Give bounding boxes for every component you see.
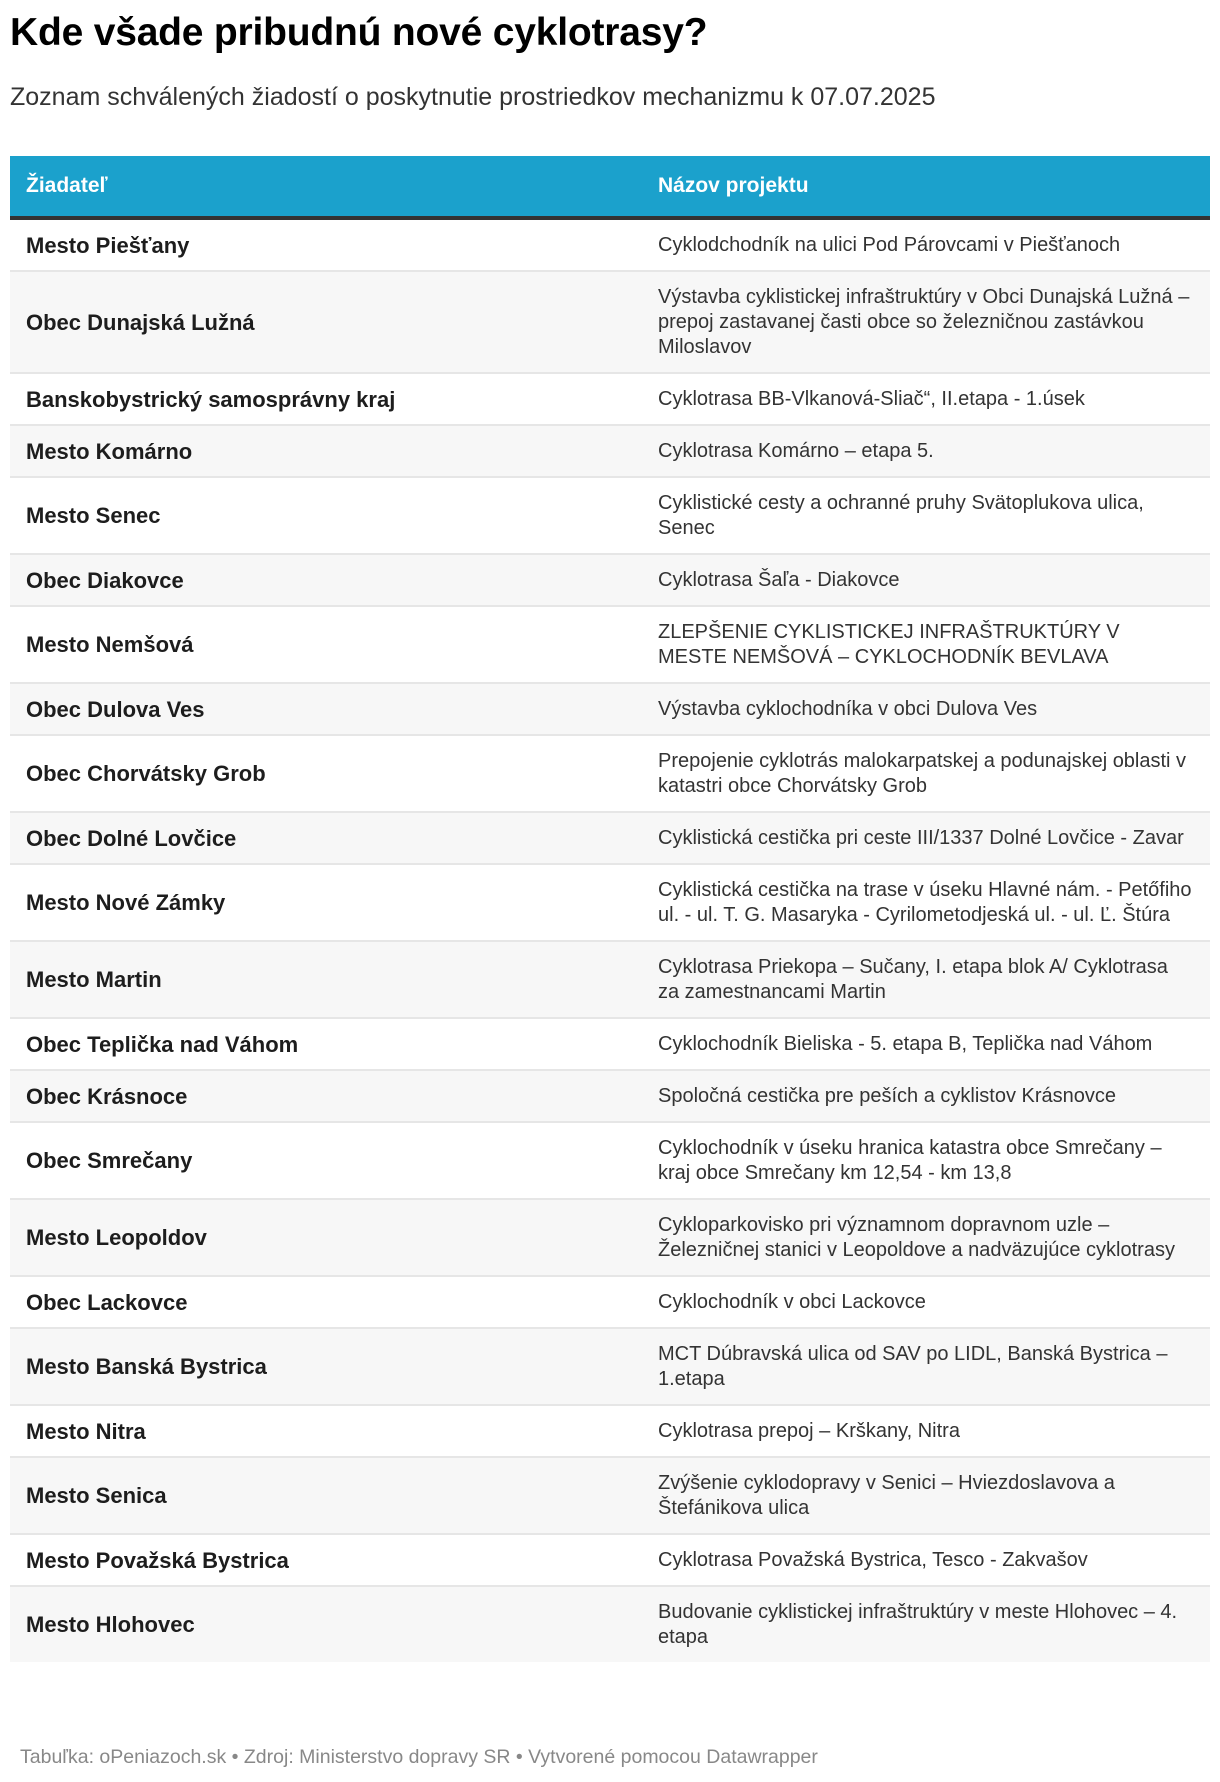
- page-title: Kde všade pribudnú nové cyklotrasy?: [10, 11, 708, 54]
- applicant-cell: Mesto Komárno: [10, 425, 642, 477]
- applicant-cell: Mesto Leopoldov: [10, 1199, 642, 1276]
- project-name-cell: Cyklotrasa prepoj – Krškany, Nitra: [642, 1405, 1210, 1457]
- table-row: [10, 1018, 1210, 1070]
- table-row: [10, 1199, 1210, 1276]
- applicant-cell: Mesto Nitra: [10, 1405, 642, 1457]
- table-row: [10, 554, 1210, 606]
- table-row: [10, 1457, 1210, 1534]
- applicant-cell: Obec Diakovce: [10, 554, 642, 606]
- applications-table: [10, 156, 1210, 1662]
- applicant-cell: Obec Teplička nad Váhom: [10, 1018, 642, 1070]
- project-name-cell: Cyklochodník v úseku hranica katastra obce Smrečany – kraj obce Smrečany km 12,54 - km 13,8: [642, 1122, 1210, 1199]
- applicant-cell: Mesto Martin: [10, 941, 642, 1018]
- applicant-cell: Mesto Nové Zámky: [10, 864, 642, 941]
- table-row: [10, 683, 1210, 735]
- table-row: [10, 735, 1210, 812]
- project-name-cell: Cyklotrasa Považská Bystrica, Tesco - Zakvašov: [642, 1534, 1210, 1586]
- project-name-cell: ZLEPŠENIE CYKLISTICKEJ INFRAŠTRUKTÚRY V MESTE NEMŠOVÁ – CYKLOCHODNÍK BEVLAVA: [642, 606, 1210, 683]
- applicant-cell: Mesto Považská Bystrica: [10, 1534, 642, 1586]
- applicant-cell: Mesto Senica: [10, 1457, 642, 1534]
- applicant-cell: Obec Chorvátsky Grob: [10, 735, 642, 812]
- table-row: [10, 373, 1210, 425]
- table-row: [10, 941, 1210, 1018]
- project-name-cell: Spoločná cestička pre peších a cyklistov Krásnovce: [642, 1070, 1210, 1122]
- table-header-row: [10, 156, 1210, 218]
- table-row: [10, 1534, 1210, 1586]
- applicant-cell: Banskobystrický samosprávny kraj: [10, 373, 642, 425]
- table-header: [10, 156, 1210, 218]
- project-name-cell: Cykloparkovisko pri významnom dopravnom uzle – Železničnej stanici v Leopoldove a nadväzujúce cyklotrasy: [642, 1199, 1210, 1276]
- table-row: [10, 606, 1210, 683]
- applicant-cell: Obec Dulova Ves: [10, 683, 642, 735]
- table-row: [10, 864, 1210, 941]
- project-name-cell: Budovanie cyklistickej infraštruktúry v meste Hlohovec – 4. etapa: [642, 1586, 1210, 1662]
- project-name-cell: Cyklistické cesty a ochranné pruhy Svätoplukova ulica, Senec: [642, 477, 1210, 554]
- table-row: [10, 1405, 1210, 1457]
- applicant-cell: Obec Krásnoce: [10, 1070, 642, 1122]
- applicant-cell: Mesto Piešťany: [10, 218, 642, 271]
- table-row: [10, 218, 1210, 271]
- page-subtitle: Zoznam schválených žiadostí o poskytnutie prostriedkov mechanizmu k 07.07.2025: [10, 83, 936, 111]
- project-name-cell: Prepojenie cyklotrás malokarpatskej a podunajskej oblasti v katastri obce Chorvátsky Grob: [642, 735, 1210, 812]
- applicant-cell: Mesto Banská Bystrica: [10, 1328, 642, 1405]
- project-name-cell: Cyklotrasa Priekopa – Sučany, I. etapa blok A/ Cyklotrasa za zamestnancami Martin: [642, 941, 1210, 1018]
- table-row: [10, 477, 1210, 554]
- project-name-cell: Cyklistická cestička pri ceste III/1337 Dolné Lovčice - Zavar: [642, 812, 1210, 864]
- project-name-cell: MCT Dúbravská ulica od SAV po LIDL, Banská Bystrica – 1.etapa: [642, 1328, 1210, 1405]
- table-row: [10, 1276, 1210, 1328]
- table-row: [10, 1328, 1210, 1405]
- project-name-cell: Cyklodchodník na ulici Pod Párovcami v Piešťanoch: [642, 218, 1210, 271]
- applicant-cell: Mesto Nemšová: [10, 606, 642, 683]
- datawrapper-table-widget: [10, 0, 1210, 1768]
- project-name-cell: Cyklochodník Bieliska - 5. etapa B, Teplička nad Váhom: [642, 1018, 1210, 1070]
- applicant-cell: Obec Lackovce: [10, 1276, 642, 1328]
- table-row: [10, 1070, 1210, 1122]
- applicant-cell: Mesto Hlohovec: [10, 1586, 642, 1662]
- applicant-cell: Obec Dolné Lovčice: [10, 812, 642, 864]
- source-footer: Tabuľka: oPeniazoch.sk • Zdroj: Ministerstvo dopravy SR • Vytvorené pomocou Datawrapper: [20, 1746, 818, 1768]
- project-name-cell: Cyklotrasa BB-Vlkanová-Sliač“, II.etapa - 1.úsek: [642, 373, 1210, 425]
- project-name-cell: Cyklochodník v obci Lackovce: [642, 1276, 1210, 1328]
- applicant-cell: Mesto Senec: [10, 477, 642, 554]
- project-name-cell: Výstavba cyklochodníka v obci Dulova Ves: [642, 683, 1210, 735]
- project-name-cell: Výstavba cyklistickej infraštruktúry v Obci Dunajská Lužná – prepoj zastavanej časti obce so železničnou zastávkou Miloslavov: [642, 271, 1210, 373]
- column-header-applicant[interactable]: Žiadateľ: [10, 156, 642, 218]
- table-body: [10, 218, 1210, 1662]
- table-row: [10, 812, 1210, 864]
- project-name-cell: Cyklotrasa Komárno – etapa 5.: [642, 425, 1210, 477]
- applicant-cell: Obec Dunajská Lužná: [10, 271, 642, 373]
- project-name-cell: Zvýšenie cyklodopravy v Senici – Hviezdoslavova a Štefánikova ulica: [642, 1457, 1210, 1534]
- table-row: [10, 1122, 1210, 1199]
- table-row: [10, 1586, 1210, 1662]
- column-header-project-name[interactable]: Názov projektu: [642, 156, 1210, 218]
- table-row: [10, 425, 1210, 477]
- table-row: [10, 271, 1210, 373]
- project-name-cell: Cyklotrasa Šaľa - Diakovce: [642, 554, 1210, 606]
- project-name-cell: Cyklistická cestička na trase v úseku Hlavné nám. - Petőfiho ul. - ul. T. G. Masaryka - Cyrilometodjeská ul. - ul. Ľ. Štúra: [642, 864, 1210, 941]
- applicant-cell: Obec Smrečany: [10, 1122, 642, 1199]
